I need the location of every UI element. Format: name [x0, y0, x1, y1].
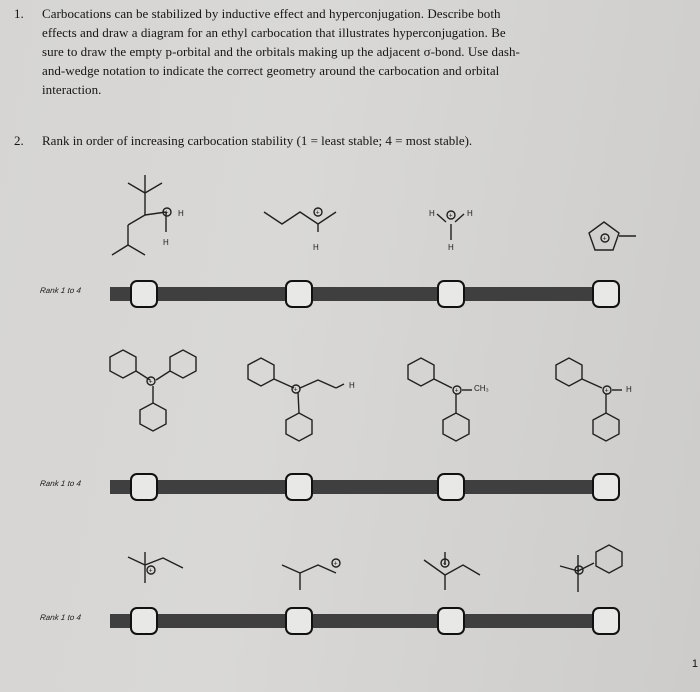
row3-mol3-plus: +: [442, 560, 447, 568]
row1-rank-box-3[interactable]: [437, 280, 465, 308]
row2-mol2-plus: +: [293, 386, 298, 394]
question-1-text: Carbocations can be stabilized by inductive effect and hyperconjugation. Describe both effects and draw a diagram for an ethyl carbocation that illustrates hyperconjugation. Be sure to draw the empty p-orbital and the orbitals making up the adjacent σ-bond. Use dash- and-wedge notation to indicate the correct geometry around the carbocation and orbital interaction.: [42, 6, 520, 97]
row1-rank-label: Rank 1 to 4: [39, 286, 82, 295]
row2-rank-label: Rank 1 to 4: [39, 479, 82, 488]
row1-mol3-h-bottom: H: [448, 243, 454, 252]
row1-mol1-h-lower: H: [163, 238, 169, 247]
page-number: 1: [691, 658, 698, 670]
row3-mol2-plus: +: [333, 560, 338, 568]
row1-mol1-h-upper: H: [178, 209, 184, 218]
row1-mol4-plus: +: [602, 235, 607, 243]
row2-molecule-3-diphenyl-ethyl-cation: [408, 358, 489, 441]
row1-rank-box-4[interactable]: [592, 280, 620, 308]
row2-rank-box-2[interactable]: [285, 473, 313, 501]
row1-molecule-1-tert-butyl-cation: [112, 175, 184, 255]
row1-mol3-h-left: H: [429, 209, 435, 218]
row2-molecule-4-benzhydryl-cation: [556, 358, 632, 441]
row3-rank-label: Rank 1 to 4: [39, 613, 82, 622]
row2-molecule-2-diphenyl-allyl-cation: [248, 358, 355, 441]
row2-rank-box-3[interactable]: [437, 473, 465, 501]
row2-rank-box-4[interactable]: [592, 473, 620, 501]
row1-mol2-h: H: [313, 243, 319, 252]
row2-rank-box-1[interactable]: [130, 473, 158, 501]
row2-mol3-ch3: CH₃: [474, 384, 489, 393]
row3-molecule-3-allylic-cation: [424, 552, 480, 590]
row1-rank-box-2[interactable]: [285, 280, 313, 308]
row1-molecule-3-methyl-cation: [429, 209, 473, 252]
row3-rank-box-1[interactable]: [130, 607, 158, 635]
row1-rank-bar: [110, 287, 600, 301]
row1-molecule-4-cyclopentyl-cation: [589, 222, 636, 250]
row1-mol1-plus: +: [164, 209, 169, 217]
row2-mol4-plus: +: [604, 387, 609, 395]
row3-molecule-4-benzylic-cation: [560, 545, 622, 592]
row3-rank-bar: [110, 614, 600, 628]
row1-molecule-2-secondary-cation: [264, 208, 336, 252]
row2-mol4-h: H: [626, 385, 632, 394]
row1-rank-box-1[interactable]: [130, 280, 158, 308]
row2-mol3-plus: +: [454, 387, 459, 395]
row3-molecule-2-allylic-cation: [282, 559, 340, 590]
row1-mol3-plus: +: [448, 212, 453, 220]
question-1-number: 1.: [14, 6, 24, 21]
row2-mol2-h: H: [349, 381, 355, 390]
row2-rank-bar: [110, 480, 600, 494]
row1-mol3-h-right: H: [467, 209, 473, 218]
row1-mol2-plus: +: [315, 209, 320, 217]
row3-molecule-1-allylic-cation: [128, 552, 183, 583]
row2-molecule-1-trityl-cation: [110, 350, 196, 431]
row2-mol1-plus: +: [148, 378, 153, 386]
row3-rank-box-4[interactable]: [592, 607, 620, 635]
question-2-text: Rank in order of increasing carbocation stability (1 = least stable; 4 = most stable).: [42, 133, 473, 148]
row3-mol1-plus: +: [148, 567, 153, 575]
row3-rank-box-2[interactable]: [285, 607, 313, 635]
question-2-number: 2.: [14, 133, 24, 148]
row3-mol4-plus: +: [576, 567, 581, 575]
row3-rank-box-3[interactable]: [437, 607, 465, 635]
